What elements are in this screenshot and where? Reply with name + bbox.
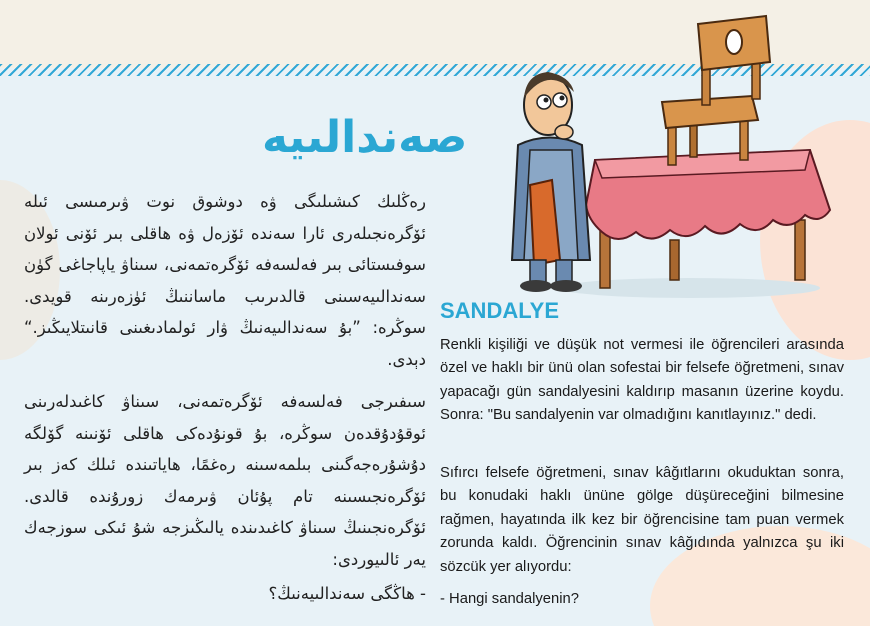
turkish-paragraph-2: Sıfırcı felsefe öğretmeni, sınav kâğıtlarını okuduktan sonra, bu konudaki haklı ününe gölge düşüreceğini bilmesine rağmen, hayatında ilk kez bir öğrencisine tam puan vermek zorunda kaldı. Öğrencinin sınav kâğıdında yalnızca şu iki sözcük yer alıyordu:: [440, 465, 844, 575]
turkish-paragraph-1: Renkli kişiliği ve düşük not vermesi ile öğrencileri arasında özel ve haklı bir ünü olan sofestai bir felsefe öğretmeni, sınav yapacağı gün sandalyesini kaldırıp masanın üzerine koydu. Sonra: "Bu sandalyenin var olmadığını kanıtlayınız." dedi.: [440, 337, 844, 424]
uyghur-title: صەندالىيە: [262, 112, 468, 163]
turkish-paragraph-3: - Hangi sandalyenin?: [440, 591, 580, 607]
uyghur-paragraph-1: رەڭلىك كىشىلىگى ۋە دوشوق نوت ۋىرمىسى ئىلە ئۆگرەنجىلەرى ئارا سەندە ئۆزەل ۋە ھاقلى بىر ئۆنى ئولان سوفىستائى بىر فەلسەفە ئۆگرەتمەنى، سىناۋ ياپاجاغى گۈن سەندالىيەسىنى قالدىرىب ماساننىڭ ئۈزەرىنە قويدى. سوڭرە: ”بۇ سەندالىيەنىڭ ۋار ئولمادىغىنى قانىتلايىڭىز.“ دېدى.: [24, 192, 426, 369]
uyghur-paragraph-3: - ھاڭگى سەندالىيەنىڭ؟: [268, 584, 426, 603]
turkish-title: SANDALYE: [440, 298, 559, 323]
uyghur-paragraph-2: سىفىرجى فەلسەفە ئۆگرەتمەنى، سىناۋ كاغىدلەرىنى ئوقۇدۇقدەن سوڭرە، بۇ قونۇدەكى ھاقلى ئۆنىنە گۆلگە دۇشۇرەجەگىنى بىلمەسىنە رەغمًا، ھاياتىندە ئىلك كەز بىر ئۆگرەنجىسىنە تام پۇئان ۋىرمەك زورۇندە قالدى. ئۆگرەنجىنىڭ سىناۋ كاغىدىندە يالىڭىزجە شۇ ئىكى سوزجەك يەر ئالىيوردى:: [24, 392, 426, 569]
philosopher-chair-illustration: [490, 10, 850, 300]
